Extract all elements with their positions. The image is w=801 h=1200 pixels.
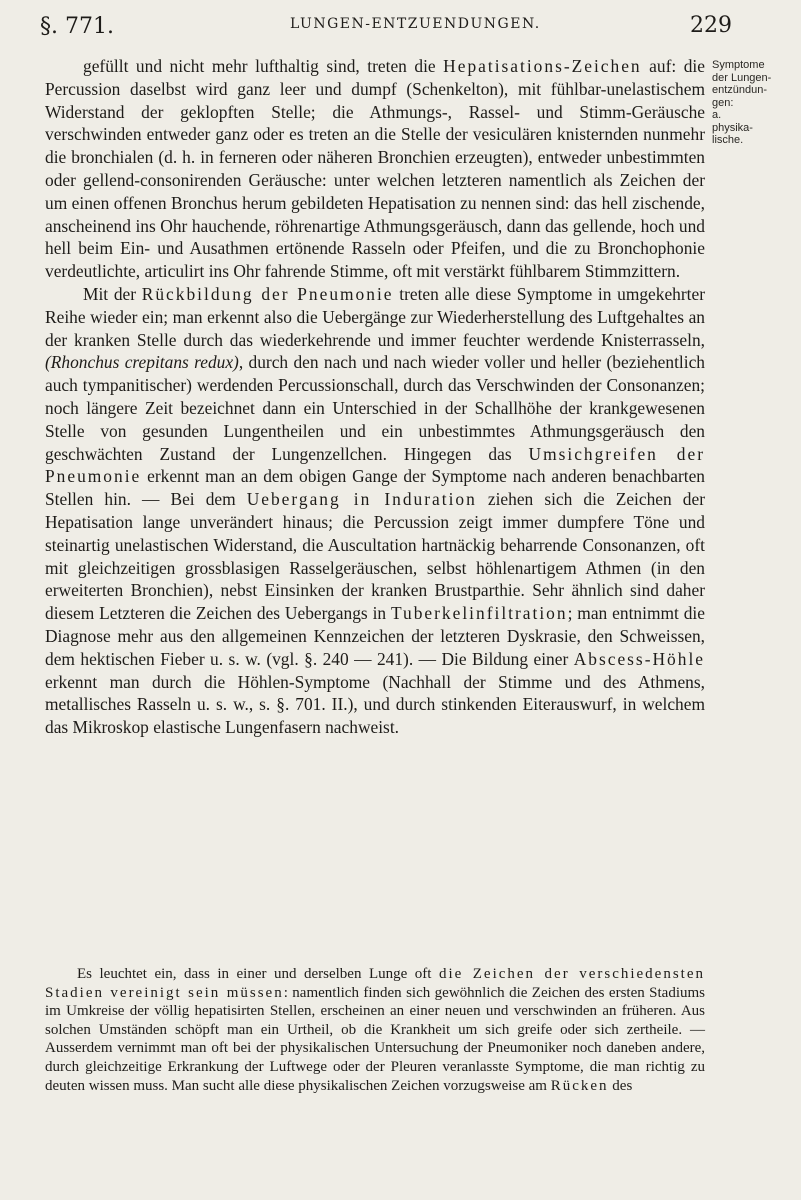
text-run: treten alle diese Symptome in umgekehrter Reihe wieder ein; man erkennt also die Uebergänge zur Wiederherstellung des Luftgehaltes an der kranken Stelle durch das wiederkehrende und immer feuchter werdende Knisterrasseln, (45, 283, 706, 350)
margin-note-line: gen: (712, 96, 734, 109)
spaced-emphasis: Tuberkelinfiltration (391, 603, 568, 624)
margin-note (712, 59, 798, 147)
text-run: ; man entnimmt die Diagnose mehr aus den allgemeinen Kennzeichen der letzteren Dyskrasie, den Schweissen, dem hektischen Fieber u. s. w. (vgl. §. 240 — 241). — Die Bildung einer (45, 603, 705, 669)
small-paragraph (45, 965, 705, 1095)
paragraph (45, 55, 705, 283)
text-run: , durch den nach und nach wieder voller und heller (beziehentlich auch tympanitischer) werdenden Percussionschall, durch das Verschwinden der Consonanzen; noch längere Zeit bezeichnet dann ein Unterschied in der Schallhöhe der krankgewesenen Stelle von gesunden Lungentheilen und ein unbestimmtes Athmungsgeräusch den geschwächten Zustand der Lungenzellchen. Hingegen das (45, 352, 705, 464)
margin-note-line: lische. (712, 134, 744, 146)
text-run: Mit der (83, 283, 142, 304)
page-number: 229 (690, 13, 732, 38)
text-run: des (608, 1077, 633, 1094)
page-header (40, 10, 740, 40)
spaced-emphasis: Abscess-Höhle (573, 648, 705, 669)
margin-note-line: physika- (712, 121, 753, 134)
spaced-emphasis: Umsichgreifen der Pneumonie (45, 443, 705, 487)
running-title: LUNGEN-ENTZUENDUNGEN. (290, 16, 541, 32)
text-run: ziehen sich die Zeichen der Hepatisation lange unverändert hinaus; die Percussion zeigt immer dumpfere Töne und steinartig unelastischen Widerstand, die Auscultation hartnäckig beharrende Consonanzen, oft mit gleichzeitigen grossblasigen Rasselgeräuschen, selbst höhlenartigem Athmen (in den erweiterten Bronchien), nebst Einsinken der kranken Brustparthie. Sehr ähnlich sind daher diesem Letzteren die Zeichen des Uebergangs in (45, 489, 705, 624)
text-run: auf: die Percussion daselbst wird ganz leer und dumpf (Schenkelton), mit fühlbar-unelastischem Widerstand der geklopften Stelle; die Athmungs-, Rassel- und Stimm-Geräusche verschwinden entweder ganz oder es treten an die Stelle der vesiculären knisternden nunmehr die bronchialen (d. h. in ferneren oder näheren Bronchien erzeugten), entweder unbestimmten oder gellend-consonirenden Geräusche: unter welchen letzteren namentlich als Zeichen der um einen offenen Bronchus herum gebildeten Hepatisation zu nennen sind: das hell zischende, anscheinend ins Ohr hauchende, röhrenartige Athmungsgeräusch, dann das gellende, hoch und hell beim Ein- und Ausathmen ertönende Rasseln oder Pfeifen, und die zu Bronchophonie verdeutlichte, articulirt ins Ohr fahrende Stimme, oft mit verstärkt fühlbarem Stimmzittern. (45, 56, 705, 282)
spaced-emphasis: Uebergang in Induration (246, 489, 477, 510)
spaced-emphasis: Hepatisations-Zeichen (443, 56, 642, 76)
spaced-emphasis: Rücken (550, 1077, 609, 1094)
margin-note-line: der Lungen- (712, 71, 772, 84)
text-run: erkennt man an dem obigen Gange der Symptome nach anderen benachbarten Stellen hin. — Bei dem (45, 466, 705, 510)
text-run: : namentlich finden sich gewöhnlich die Zeichen des ersten Stadiums im Umkreise der völlig hepatisirten Stellen, erscheinen an einer neuen und verschwinden an früheren. Aus solchen Umständen schöpft man ein Urtheil, ob die Krankheit um sich greife oder sich zertheile. — Ausserdem vernimmt man oft bei der physikalischen Untersuchung der Pneumoniker noch daneben andere, durch gleichzeitige Erkrankung der Luftwege oder der Pleuren veranlasste Symptome, die man richtig zu deuten wissen muss. Man sucht alle diese physikalischen Zeichen vorzugsweise am (45, 984, 706, 1094)
small-print-note (45, 965, 705, 1095)
main-text (45, 55, 705, 739)
margin-note-line: a. (712, 109, 722, 121)
margin-note-line: entzündun- (712, 84, 768, 96)
paragraph (45, 283, 705, 739)
text-run: Es leuchtet ein, dass in einer und derselben Lunge oft (77, 966, 439, 982)
section-number: §. 771. (40, 14, 114, 39)
spaced-emphasis: die Zeichen der verschiedensten Stadien vereinigt sein müssen (45, 966, 705, 1001)
margin-note-line: Symptome (712, 59, 765, 71)
italic-emphasis: (Rhonchus crepitans redux) (45, 352, 239, 373)
spaced-emphasis: Rückbildung der Pneumonie (141, 283, 394, 304)
text-run: erkennt man durch die Höhlen-Symptome (Nachhall der Stimme und des Athmens, metallisches Rasseln u. s. w., s. §. 701. II.), und durch stinkenden Eiterauswurf, in welchem das Mikroskop elastische Lungenfasern nachweist. (45, 671, 705, 738)
text-run: gefüllt und nicht mehr lufthaltig sind, treten die (83, 56, 444, 76)
